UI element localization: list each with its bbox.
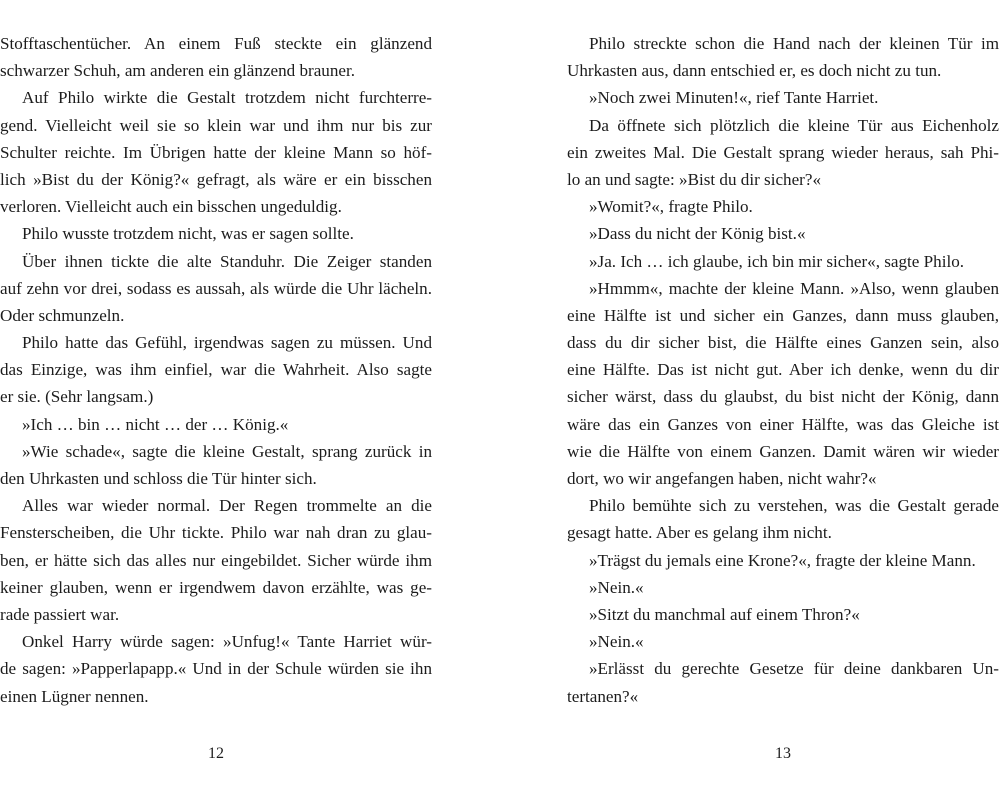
text-line: eine Hälfte ist und sicher ein Ganzes, dann muss glauben,: [567, 305, 999, 325]
text-line: rade passiert war.: [0, 604, 120, 624]
text-line: Fensterscheiben, die Uhr tickte. Philo war nah dran zu glau-: [0, 523, 432, 543]
text-line: einen Lügner nennen.: [0, 686, 149, 706]
text-line: auf zehn vor drei, sodass es aussah, als würde die Uhr lächeln.: [0, 278, 432, 298]
text-line: Da öffnete sich plötzlich die kleine Tür aus Eichenholz: [589, 115, 999, 135]
text-line: »Noch zwei Minuten!«, rief Tante Harriet.: [589, 88, 879, 108]
text-line: Onkel Harry würde sagen: »Unfug!« Tante Harriet wür-: [22, 632, 432, 652]
text-line: er sie. (Sehr langsam.): [0, 387, 154, 407]
text-line: Oder schmunzeln.: [0, 305, 125, 325]
right-page-number: 13: [775, 745, 791, 762]
text-line: den Uhrkasten und schloss die Tür hinter sich.: [0, 469, 317, 488]
right-page-text: [567, 30, 999, 710]
text-line: wie die Hälfte von einem Ganzen. Damit wären wir wieder: [567, 441, 999, 461]
text-line: ben, er hätte sich das alles nur eingebildet. Sicher würde ihm: [0, 550, 432, 570]
text-line: dort, wo wir angefangen haben, nicht wahr?«: [567, 469, 877, 488]
text-line: das Einzige, was ihm einfiel, war die Wahrheit. Also sagte: [0, 360, 432, 380]
text-line: Auf Philo wirkte die Gestalt trotzdem nicht furchterre-: [22, 88, 432, 108]
text-line: eine Hälfte. Das ist nicht gut. Aber ich denke, wenn du dir: [567, 360, 999, 380]
text-line: Philo streckte schon die Hand nach der kleinen Tür im: [589, 34, 999, 53]
text-line: Stofftaschentücher. An einem Fuß steckte ein glänzend: [0, 34, 432, 53]
text-line: »Womit?«, fragte Philo.: [589, 197, 753, 217]
text-line: »Sitzt du manchmal auf einem Thron?«: [589, 604, 860, 624]
text-line: »Hmmm«, machte der kleine Mann. »Also, wenn glauben: [589, 278, 999, 298]
text-line: lich »Bist du der König?« gefragt, als wäre er ein bisschen: [0, 169, 432, 189]
left-page-number: 12: [208, 745, 224, 762]
text-line: »Ja. Ich … ich glaube, ich bin mir sicher«, sagte Philo.: [589, 251, 965, 271]
text-line: Schulter reichte. Im Übrigen hatte der kleine Mann so höf-: [0, 142, 432, 162]
text-line: lo an und sagte: »Bist du dir sicher?«: [567, 169, 821, 189]
text-line: »Nein.«: [589, 577, 644, 597]
text-line: Uhrkasten aus, dann entschied er, es doch nicht zu tun.: [567, 61, 942, 81]
text-line: gend. Vielleicht weil sie so klein war und ihm nur bis zur: [0, 115, 432, 135]
text-line: Philo wusste trotzdem nicht, was er sagen sollte.: [22, 224, 354, 244]
left-page-text: [0, 30, 432, 710]
text-line: »Nein.«: [589, 632, 644, 652]
text-line: »Ich … bin … nicht … der … König.«: [22, 414, 289, 434]
text-line: »Trägst du jemals eine Krone?«, fragte der kleine Mann.: [589, 550, 976, 570]
text-line: Philo hatte das Gefühl, irgendwas sagen zu müssen. Und: [22, 333, 432, 353]
text-line: de sagen: »Papperlapapp.« Und in der Schule würden sie ihn: [0, 659, 432, 679]
text-line: keiner glauben, wenn er irgendwem davon erzählte, was ge-: [0, 577, 432, 597]
text-line: dass du dir sicher bist, die Hälfte eines Ganzen sein, also: [567, 333, 999, 353]
text-line: sicher wärst, dass du glaubst, du bist nicht der König, dann: [567, 387, 999, 407]
text-line: Alles war wieder normal. Der Regen trommelte an die: [22, 496, 432, 516]
text-line: gesagt hatte. Aber es gelang ihm nicht.: [567, 523, 832, 543]
text-line: »Wie schade«, sagte die kleine Gestalt, sprang zurück in: [22, 441, 432, 461]
text-line: Philo bemühte sich zu verstehen, was die Gestalt gerade: [589, 496, 999, 516]
text-line: ein zweites Mal. Die Gestalt sprang wieder heraus, sah Phi-: [567, 142, 999, 162]
text-line: »Erlässt du gerechte Gesetze für deine dankbaren Un-: [589, 659, 999, 679]
right-page: [567, 30, 999, 770]
left-page: [0, 30, 432, 770]
text-line: schwarzer Schuh, am anderen ein glänzend brauner.: [0, 61, 356, 81]
text-line: Über ihnen tickte die alte Standuhr. Die Zeiger standen: [22, 251, 432, 271]
text-line: wäre das ein Ganzes von einer Hälfte, was das Gleiche ist: [567, 414, 999, 434]
text-line: verloren. Vielleicht auch ein bisschen ungeduldig.: [0, 197, 342, 217]
text-line: tertanen?«: [567, 686, 639, 706]
text-line: »Dass du nicht der König bist.«: [589, 224, 806, 244]
